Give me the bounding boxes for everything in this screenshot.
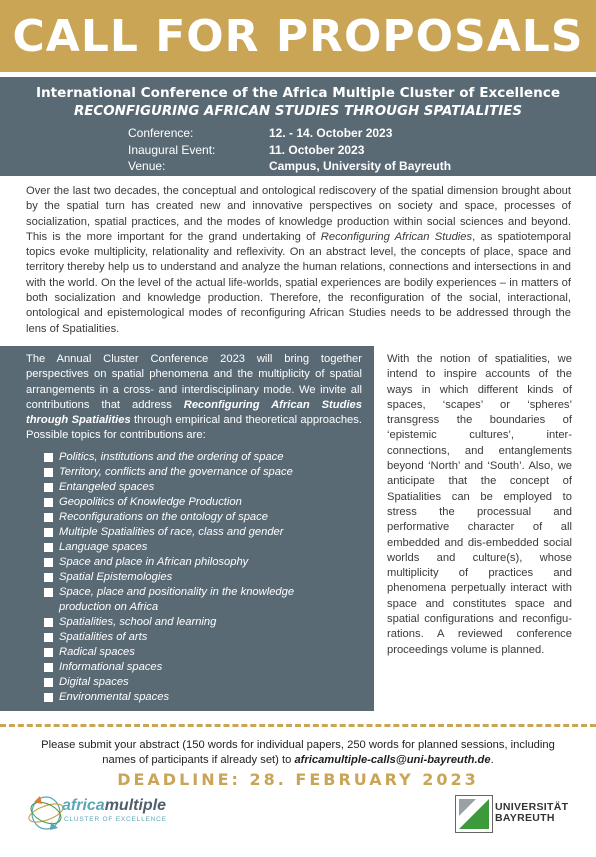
list-item (44, 465, 344, 480)
list-item (44, 555, 344, 570)
topics-intro-emphasis: Reconfiguring African Studies through Spatialities (26, 398, 363, 427)
square-bullet-icon (44, 618, 53, 627)
square-bullet-icon (44, 648, 53, 657)
list-item (44, 540, 344, 555)
topics-intro-text: through empirical and theoretical approaches. Possible topics for contributions are: (26, 414, 362, 442)
university-bayreuth-logo (455, 795, 577, 833)
emblem-shape (456, 796, 492, 832)
detail-value: 12. - 14. October 2023 (269, 126, 393, 140)
topic-label: Entangeled spaces (59, 481, 155, 493)
detail-label: Inaugural Event: (128, 143, 216, 157)
square-bullet-icon (44, 633, 53, 642)
intro-emphasis: Reconfiguring African Studies (320, 230, 473, 243)
intro-paragraph (26, 184, 571, 337)
list-item (44, 675, 344, 690)
list-item (44, 525, 344, 540)
detail-value: Campus, University of Bayreuth (269, 159, 452, 173)
intro-text: , as spatiotemporal topics evoke multiplicity, relationality and reflexivity. On an abstract level, the concepts of place, space and territory thereby help us to understand and analyze the human relations, connections and intersections in and with the world. On the level of the actual life-worlds, spatial experiences are bodily experiences – in matters of both socialization and knowledge production. Therefore, the reconfiguration of the social, interactional, ontological and epistemological modes of reconfiguring African Studies needs to be addressed through the lens of Spatialities. (26, 230, 571, 335)
university-emblem-icon (455, 795, 493, 833)
dashed-divider (0, 724, 596, 727)
square-bullet-icon (44, 498, 53, 507)
globe-orbit-icon (26, 792, 64, 834)
list-item (44, 645, 344, 660)
square-bullet-icon (44, 528, 53, 537)
topic-label: Geopolitics of Knowledge Production (59, 496, 242, 508)
conference-info-band (0, 77, 596, 176)
topic-label: Space, place and positionality in the knowledge production on Africa (59, 586, 295, 613)
square-bullet-icon (44, 483, 53, 492)
square-bullet-icon (44, 468, 53, 477)
square-bullet-icon (44, 543, 53, 552)
topic-label: Language spaces (59, 541, 148, 553)
intro-text: Over the last two decades, the conceptual and ontological rediscovery of the spatial dimension brought about by the spatial turn has created new and innovative perspectives on society and space, processes of socialization, spatial practices, and the modes of knowledge production within social sciences and beyond. This is the more important for the grand undertaking of (26, 185, 571, 243)
topic-label: Multiple Spatialities of race, class and gender (59, 526, 284, 538)
conference-subtitle: RECONFIGURING AFRICAN STUDIES THROUGH SPATIALITIES (73, 104, 523, 119)
topic-label: Spatial Epistemologies (59, 571, 173, 583)
university-line2: BAYREUTH (495, 812, 555, 824)
topic-label: Radical spaces (59, 646, 135, 658)
page-title: CALL FOR PROPOSALS (12, 10, 584, 62)
square-bullet-icon (44, 693, 53, 702)
topic-label: Territory, conflicts and the governance of space (59, 466, 293, 478)
university-line1: UNIVERSITÄT (495, 801, 569, 813)
list-item (44, 615, 344, 630)
deadline-label: DEADLINE: 28. FEBRUARY 2023 (117, 770, 479, 789)
detail-label: Conference: (128, 126, 194, 140)
square-bullet-icon (44, 558, 53, 567)
header-banner (0, 0, 596, 72)
topic-label: Informational spaces (59, 661, 163, 673)
topic-list (44, 450, 344, 705)
square-bullet-icon (44, 513, 53, 522)
topics-panel (0, 346, 374, 711)
list-item (44, 480, 344, 495)
square-bullet-icon (44, 678, 53, 687)
topics-intro-text: The Annual Cluster Conference 2023 will bring together perspectives on spatial phenomena and the multiplicity of spatial arrangements in a cross- and interdisciplinary mode. We invite all contributions that address (26, 353, 362, 411)
africa-multiple-logo (26, 792, 176, 834)
list-item (44, 660, 344, 675)
spatialities-paragraph: With the notion of spatialities, we intend to inspire accounts of the ways in which different kinds of spaces, ‘scapes’ or ‘spheres’ transgress the boundaries of ‘epistemic cultures’, inter-connections, and entanglements beyond ‘North’ and ‘South’. Also, we anticipate that the concept of Spatialities can be employed to stress the processual and performative character of all embedded and dis-embedded social worlds and culture(s), whose multiplicity of practices and phenomena perpetually interact with space and constitutes space and spatial configurations and reconfigu-rations. A reviewed conference proceedings volume is planned. (387, 353, 572, 656)
topic-label: Politics, institutions and the ordering of space (59, 451, 284, 463)
topic-label: Space and place in African philosophy (59, 556, 249, 568)
conference-title: International Conference of the Africa Multiple Cluster of Excellence (35, 85, 561, 101)
square-bullet-icon (44, 453, 53, 462)
topic-label: Spatialities of arts (59, 631, 148, 643)
topic-label: Reconfigurations on the ontology of space (59, 511, 268, 523)
topic-label: Environmental spaces (59, 691, 170, 703)
list-item (44, 570, 344, 585)
list-item (44, 495, 344, 510)
list-item (44, 690, 344, 705)
list-item (44, 450, 344, 465)
detail-value: 11. October 2023 (269, 143, 365, 157)
square-bullet-icon (44, 573, 53, 582)
submission-instructions (40, 738, 556, 768)
list-item (44, 510, 344, 525)
topic-label: Digital spaces (59, 676, 129, 688)
logo-word-first: africa (62, 797, 105, 814)
logo-subtitle: CLUSTER OF EXCELLENCE (64, 816, 167, 823)
university-wordmark (495, 802, 568, 824)
submission-text-end: . (490, 754, 494, 766)
topic-label: Spatialities, school and learning (59, 616, 217, 628)
submission-text: Please submit your abstract (150 words for individual papers, 250 words for planned sessions, including names of participants if already set) to (41, 739, 555, 766)
list-item (44, 630, 344, 645)
submission-email-link[interactable]: africamultiple-calls@uni-bayreuth.de (294, 754, 491, 766)
logo-wordmark (62, 797, 166, 815)
square-bullet-icon (44, 663, 53, 672)
detail-label: Venue: (128, 159, 166, 173)
list-item (44, 585, 344, 615)
square-bullet-icon (44, 588, 53, 597)
logo-word-second: multiple (104, 797, 167, 814)
topics-intro (26, 352, 362, 444)
